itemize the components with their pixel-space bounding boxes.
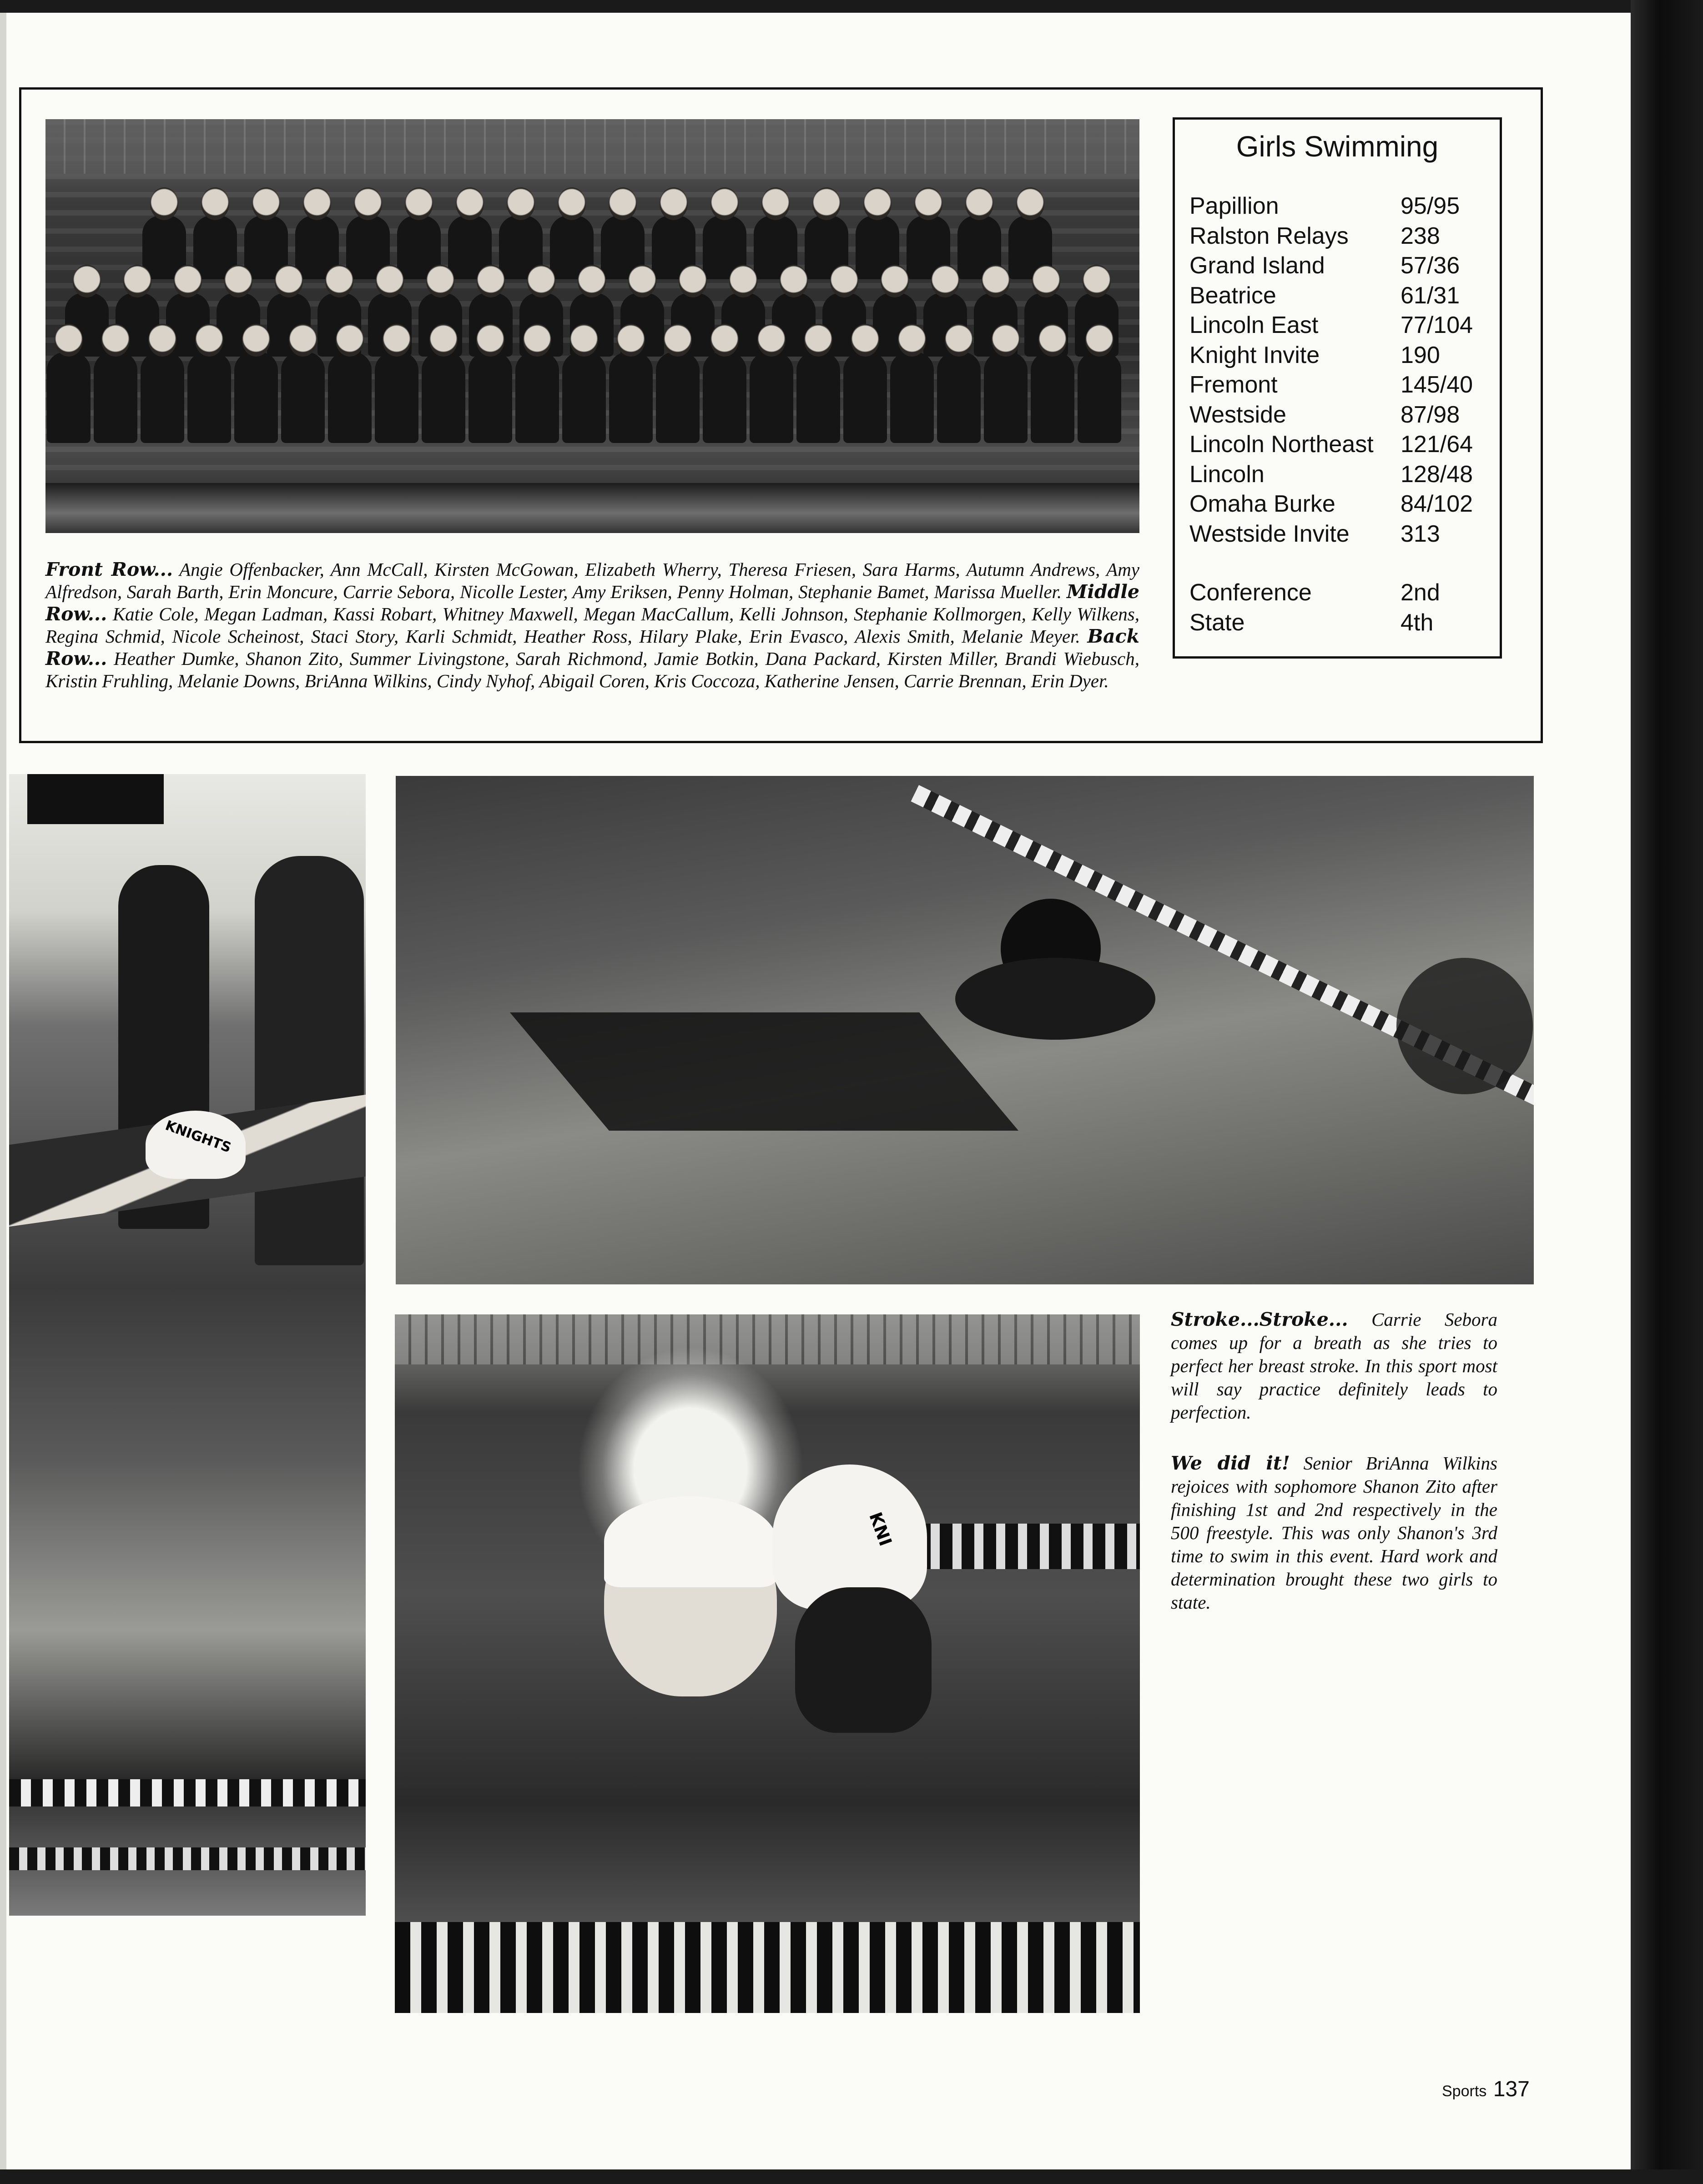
team-member-head — [383, 324, 411, 357]
team-member-head — [426, 265, 454, 297]
team-member-body — [187, 352, 231, 443]
result-score: 87/98 — [1401, 401, 1460, 428]
team-member-head — [1016, 187, 1044, 220]
team-member-head — [1038, 324, 1067, 357]
team-member-head — [325, 265, 353, 297]
middle-row-names: Katie Cole, Megan Ladman, Kassi Robart, Whitney Maxwell, Megan MacCallum, Kelli Johnson, Stephanie Kollmorgen, Kelly Wilkens, Regina Schmid, Nicole Scheinost, Staci Story, Karli Schmidt, Heather Ross, Hilary Plake, Erin Evasco, Alexis Smith, Melanie Meyer. — [45, 604, 1139, 647]
team-member-head — [303, 187, 331, 220]
team-member-head — [174, 265, 202, 297]
team-member-head — [405, 187, 433, 220]
standing-label: Conference — [1189, 579, 1312, 606]
swim-cap-lettering: KNIGHTS — [163, 1117, 233, 1156]
standing-label: State — [1189, 609, 1245, 636]
team-member-body — [890, 352, 934, 443]
team-member-head — [914, 187, 942, 220]
team-member-head — [123, 265, 151, 297]
team-member-head — [73, 265, 101, 297]
team-member-head — [609, 187, 637, 220]
team-member-body — [1078, 352, 1121, 443]
team-member-head — [945, 324, 973, 357]
team-member-head — [851, 324, 879, 357]
team-member-head — [965, 187, 993, 220]
result-opponent: Fremont — [1189, 372, 1278, 398]
page-folio — [1442, 2077, 1530, 2102]
team-member-body — [562, 352, 606, 443]
team-member-head — [477, 265, 505, 297]
book-spine — [1631, 0, 1703, 2184]
result-opponent: Knight Invite — [1189, 342, 1320, 368]
team-member-head — [729, 265, 757, 297]
celebration-caption — [1171, 1452, 1497, 1614]
swim-cap — [146, 1111, 246, 1179]
team-member-body — [375, 352, 418, 443]
team-member-head — [931, 265, 959, 297]
team-member-head — [376, 265, 404, 297]
team-member-body — [422, 352, 465, 443]
result-score: 77/104 — [1401, 312, 1473, 338]
team-member-head — [224, 265, 252, 297]
team-member-body — [1031, 352, 1074, 443]
result-score: 190 — [1401, 342, 1440, 368]
team-member-head — [617, 324, 645, 357]
team-member-head — [881, 265, 909, 297]
team-member-body — [469, 352, 512, 443]
result-opponent: Papillion — [1189, 193, 1279, 219]
team-member-head — [1083, 265, 1111, 297]
team-member-head — [757, 324, 786, 357]
team-member-head — [336, 324, 364, 357]
result-score: 84/102 — [1401, 491, 1473, 517]
team-member-head — [578, 265, 606, 297]
celebration-photo — [395, 1314, 1140, 2013]
team-member-body — [609, 352, 653, 443]
team-member-body — [47, 352, 91, 443]
team-member-head — [982, 265, 1010, 297]
team-member-body — [984, 352, 1028, 443]
team-member-head — [804, 324, 832, 357]
team-member-head — [830, 265, 858, 297]
team-member-head — [1085, 324, 1114, 357]
team-photo — [45, 119, 1139, 533]
diving-start-photo — [9, 774, 366, 1916]
page-left-edge — [0, 0, 6, 2184]
team-member-head — [527, 265, 555, 297]
result-opponent: Lincoln East — [1189, 312, 1319, 338]
swim-cap-lettering-2: KNI — [865, 1510, 896, 1549]
result-score: 121/64 — [1401, 431, 1473, 458]
team-member-body — [94, 352, 137, 443]
scoreboard-title: Girls Swimming — [1236, 130, 1439, 163]
result-score: 61/31 — [1401, 282, 1460, 309]
team-member-body — [234, 352, 278, 443]
team-member-head — [507, 187, 535, 220]
back-row-label: Back Row... — [45, 625, 1139, 669]
team-member-head — [570, 324, 598, 357]
team-member-head — [201, 187, 229, 220]
breaststroke-photo — [396, 776, 1534, 1284]
standing-place: 4th — [1401, 609, 1434, 636]
team-member-head — [195, 324, 223, 357]
front-row-names: Angie Offenbacker, Ann McCall, Kirsten McGowan, Elizabeth Wherry, Theresa Friesen, Sara Harms, Autumn Andrews, Amy Alfredson, Sarah Barth, Erin Moncure, Carrie Sebora, Nicolle Lester, Amy Eriksen, Penny Holman, Stephanie Bamet, Marissa Mueller. — [45, 559, 1139, 602]
standing-place: 2nd — [1401, 579, 1440, 606]
team-member-body — [141, 352, 184, 443]
middle-row-label: Middle Row... — [45, 581, 1139, 625]
result-opponent: Lincoln — [1189, 461, 1265, 488]
page-top-edge — [0, 0, 1703, 13]
result-opponent: Ralston Relays — [1189, 222, 1349, 249]
folio-page-number: 137 — [1493, 2077, 1530, 2101]
page-bottom-edge — [0, 2169, 1703, 2184]
team-member-head — [55, 324, 83, 357]
team-member-head — [429, 324, 458, 357]
team-member-head — [1032, 265, 1060, 297]
result-score: 95/95 — [1401, 193, 1460, 219]
celebration-caption-text: Senior BriAnna Wilkins rejoices with sophomore Shanon Zito after finishing 1st and 2nd respectively in the 500 freestyle. This was only Shanon's 3rd time to swim in this event. Hard work and determination brought these two girls to state. — [1171, 1453, 1497, 1613]
team-member-head — [354, 187, 382, 220]
team-member-head — [252, 187, 280, 220]
result-score: 238 — [1401, 222, 1440, 249]
team-member-head — [558, 187, 586, 220]
team-member-head — [710, 187, 739, 220]
scoreboard-box — [1173, 117, 1502, 659]
team-member-head — [992, 324, 1020, 357]
team-member-head — [275, 265, 303, 297]
result-score: 57/36 — [1401, 252, 1460, 279]
team-member-head — [523, 324, 551, 357]
team-member-head — [148, 324, 176, 357]
team-member-head — [242, 324, 270, 357]
team-member-body — [937, 352, 981, 443]
team-member-head — [660, 187, 688, 220]
team-member-body — [750, 352, 793, 443]
front-row-label: Front Row... — [45, 559, 173, 580]
team-member-head — [863, 187, 892, 220]
result-opponent: Westside — [1189, 401, 1286, 428]
celebration-caption-label: We did it! — [1171, 1452, 1290, 1474]
team-member-body — [656, 352, 700, 443]
team-member-head — [898, 324, 926, 357]
breaststroke-caption-label: Stroke...Stroke... — [1171, 1308, 1348, 1330]
result-opponent: Grand Island — [1189, 252, 1325, 279]
result-score: 313 — [1401, 520, 1440, 547]
result-opponent: Lincoln Northeast — [1189, 431, 1374, 458]
back-row-names: Heather Dumke, Shanon Zito, Summer Livingstone, Sarah Richmond, Jamie Botkin, Dana Packard, Kirsten Miller, Brandi Wiebusch, Kristin Fruhling, Melanie Downs, BriAnna Wilkins, Cindy Nyhof, Abigail Coren, Kris Coccoza, Katherine Jensen, Carrie Brennan, Erin Dyer. — [45, 648, 1139, 691]
team-member-head — [289, 324, 317, 357]
result-score: 128/48 — [1401, 461, 1473, 488]
team-member-head — [628, 265, 656, 297]
team-member-head — [101, 324, 130, 357]
team-member-body — [703, 352, 746, 443]
team-member-body — [515, 352, 559, 443]
team-member-head — [812, 187, 841, 220]
team-member-head — [476, 324, 504, 357]
team-member-body — [328, 352, 372, 443]
team-member-head — [780, 265, 808, 297]
result-opponent: Beatrice — [1189, 282, 1276, 309]
folio-section: Sports — [1442, 2083, 1487, 2100]
breaststroke-caption-text: Carrie Sebora comes up for a breath as she tries to perfect her breast stroke. In this sport most will say practice definitely leads to perfection. — [1171, 1309, 1497, 1423]
team-member-head — [664, 324, 692, 357]
breaststroke-caption — [1171, 1308, 1497, 1424]
team-member-head — [456, 187, 484, 220]
result-opponent: Westside Invite — [1189, 520, 1350, 547]
team-member-head — [761, 187, 790, 220]
team-member-head — [150, 187, 178, 220]
team-member-body — [843, 352, 887, 443]
team-member-body — [281, 352, 325, 443]
team-roster-caption — [45, 559, 1139, 692]
team-member-head — [710, 324, 739, 357]
result-opponent: Omaha Burke — [1189, 491, 1335, 517]
team-member-head — [679, 265, 707, 297]
result-score: 145/40 — [1401, 372, 1473, 398]
team-member-body — [796, 352, 840, 443]
